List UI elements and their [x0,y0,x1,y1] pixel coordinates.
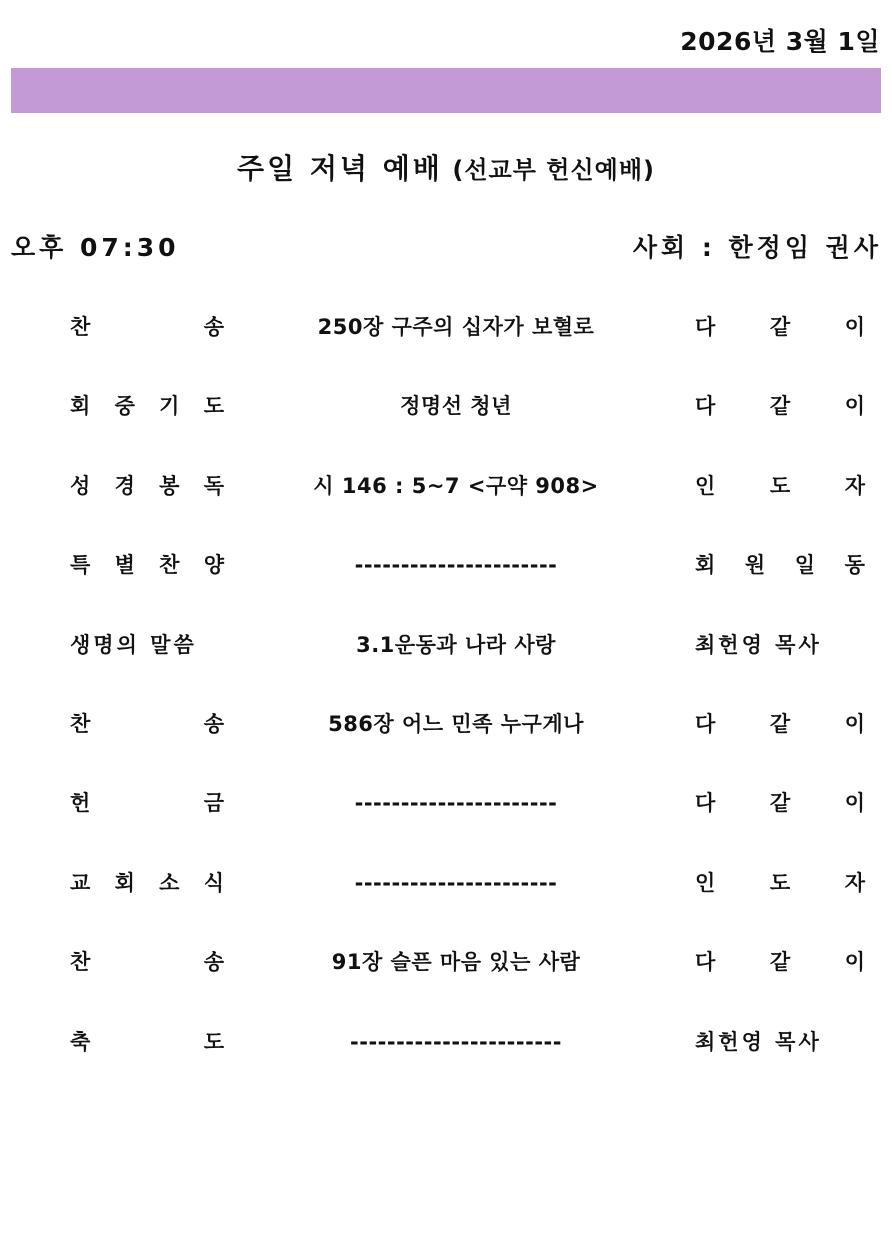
program-content: ---------------------- [354,870,558,895]
program-person: 다 같 이 [695,950,865,975]
service-title [0,147,892,187]
header-band [11,68,881,113]
program-person: 인 도 자 [695,870,865,895]
program-content: ----------------------- [350,1029,562,1054]
program-person: 다 같 이 [695,315,865,339]
program-item: 찬 송 [70,315,224,339]
program-row [0,1005,892,1084]
program-row [0,290,892,369]
program-person: 인 도 자 [695,473,865,498]
program-person: 다 같 이 [695,791,865,816]
program-person: 최헌영 목사 [695,1029,822,1054]
program-row [0,608,892,687]
program-row [0,449,892,528]
program-row [0,766,892,845]
program-person: 최헌영 목사 [695,632,822,657]
bulletin-date: 2026년 3월 1일 [680,27,880,56]
program-row [0,925,892,1004]
program-content: 시 146 : 5~7 <구약 908> [313,473,599,498]
program-item: 생명의 말씀 [70,632,197,657]
program-row [0,528,892,607]
program-item: 찬 송 [70,950,224,975]
program-content: 정명선 청년 [400,394,512,419]
service-subtitle: (선교부 헌신예배) [452,156,655,184]
program-person: 회 원 일 동 [695,553,865,578]
order-of-worship [0,290,892,1084]
program-content: 250장 구주의 십자가 보혈로 [317,315,595,339]
program-item: 특 별 찬 양 [70,553,224,578]
program-row [0,687,892,766]
program-item: 교 회 소 식 [70,870,224,895]
program-item: 축 도 [70,1029,224,1054]
program-person: 다 같 이 [695,711,865,736]
program-content: 586장 어느 민족 누구게나 [328,711,584,736]
program-content: ---------------------- [354,791,558,816]
program-row [0,846,892,925]
program-item: 헌 금 [70,791,224,816]
service-time: 오후 07:30 [11,233,180,262]
program-item: 회 중 기 도 [70,394,224,419]
program-item: 찬 송 [70,711,224,736]
service-title-main: 주일 저녁 예배 [237,152,443,185]
program-item: 성 경 봉 독 [70,473,224,498]
program-person: 다 같 이 [695,394,865,419]
program-content: ---------------------- [354,553,558,578]
service-presider: 사회 : 한정임 권사 [632,233,882,262]
program-content: 3.1운동과 나라 사랑 [356,632,556,657]
program-content: 91장 슬픈 마음 있는 사람 [331,950,581,975]
program-row [0,369,892,448]
